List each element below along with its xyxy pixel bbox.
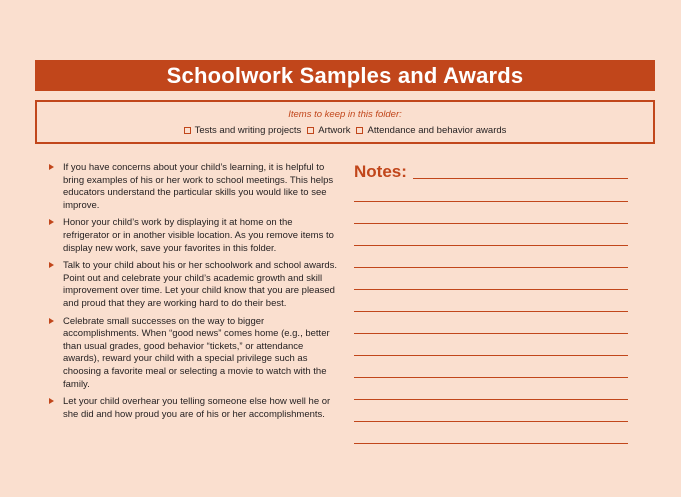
note-line — [354, 333, 628, 334]
tip-text: If you have concerns about your child’s learning, it is helpful to bring examples of his or her work to school meetings. This helps educators understand the particular skills you would like to see improve. — [63, 162, 334, 211]
item-label: Tests and writing projects — [194, 125, 302, 136]
bullet-arrow-icon — [49, 262, 54, 268]
bullet-arrow-icon — [49, 398, 54, 404]
item-label: Artwork — [318, 125, 351, 136]
bullet-arrow-icon — [49, 318, 54, 324]
tips-list — [48, 162, 338, 426]
item-tests — [184, 125, 302, 136]
note-line — [354, 223, 628, 224]
tip-text: Honor your child’s work by displaying it at home on the refrigerator or in another visible location. As you remove items to display new work, save your favorites in this folder. — [63, 217, 334, 254]
note-line — [354, 355, 628, 356]
items-list — [37, 125, 653, 136]
item-label: Attendance and behavior awards — [367, 125, 507, 136]
checkbox-icon — [307, 127, 314, 134]
tip-text: Celebrate small successes on the way to bigger accomplishments. When “good news” comes home (e.g., better than usual grades, good behavior “tickets,” or attendance awards), reward your child with a special privilege such as choosing a favorite meal or selecting a movie to watch with the family. — [63, 315, 330, 390]
note-line — [354, 245, 628, 246]
note-line — [354, 443, 628, 444]
note-line — [354, 289, 628, 290]
title-bar — [35, 60, 655, 91]
items-heading: Items to keep in this folder: — [288, 109, 402, 120]
bullet-arrow-icon — [49, 164, 54, 170]
checkbox-icon — [184, 127, 191, 134]
item-awards — [356, 125, 506, 136]
note-line — [354, 421, 628, 422]
note-line — [354, 267, 628, 268]
tip-text: Talk to your child about his or her schoolwork and school awards. Point out and celebrate your child’s academic growth and skill improvement over time. Let your child know that you are pleased and proud that they are working hard to do their best. — [63, 260, 338, 309]
note-line — [413, 178, 628, 179]
list-item — [48, 217, 338, 255]
note-line — [354, 377, 628, 378]
list-item — [48, 396, 338, 421]
note-line — [354, 311, 628, 312]
checkbox-icon — [356, 127, 363, 134]
items-box — [35, 100, 655, 144]
page-title: Schoolwork Samples and Awards — [166, 62, 524, 88]
list-item — [48, 162, 338, 212]
tip-text: Let your child overhear you telling someone else how well he or she did and how proud you are of his or her accomplishments. — [63, 396, 331, 420]
list-item — [48, 316, 338, 392]
notes-label: Notes: — [354, 162, 407, 181]
list-item — [48, 260, 338, 310]
note-line — [354, 201, 628, 202]
note-line — [354, 399, 628, 400]
bullet-arrow-icon — [49, 219, 54, 225]
item-artwork — [307, 125, 350, 136]
notes-section — [354, 160, 628, 182]
notes-header — [354, 160, 628, 182]
